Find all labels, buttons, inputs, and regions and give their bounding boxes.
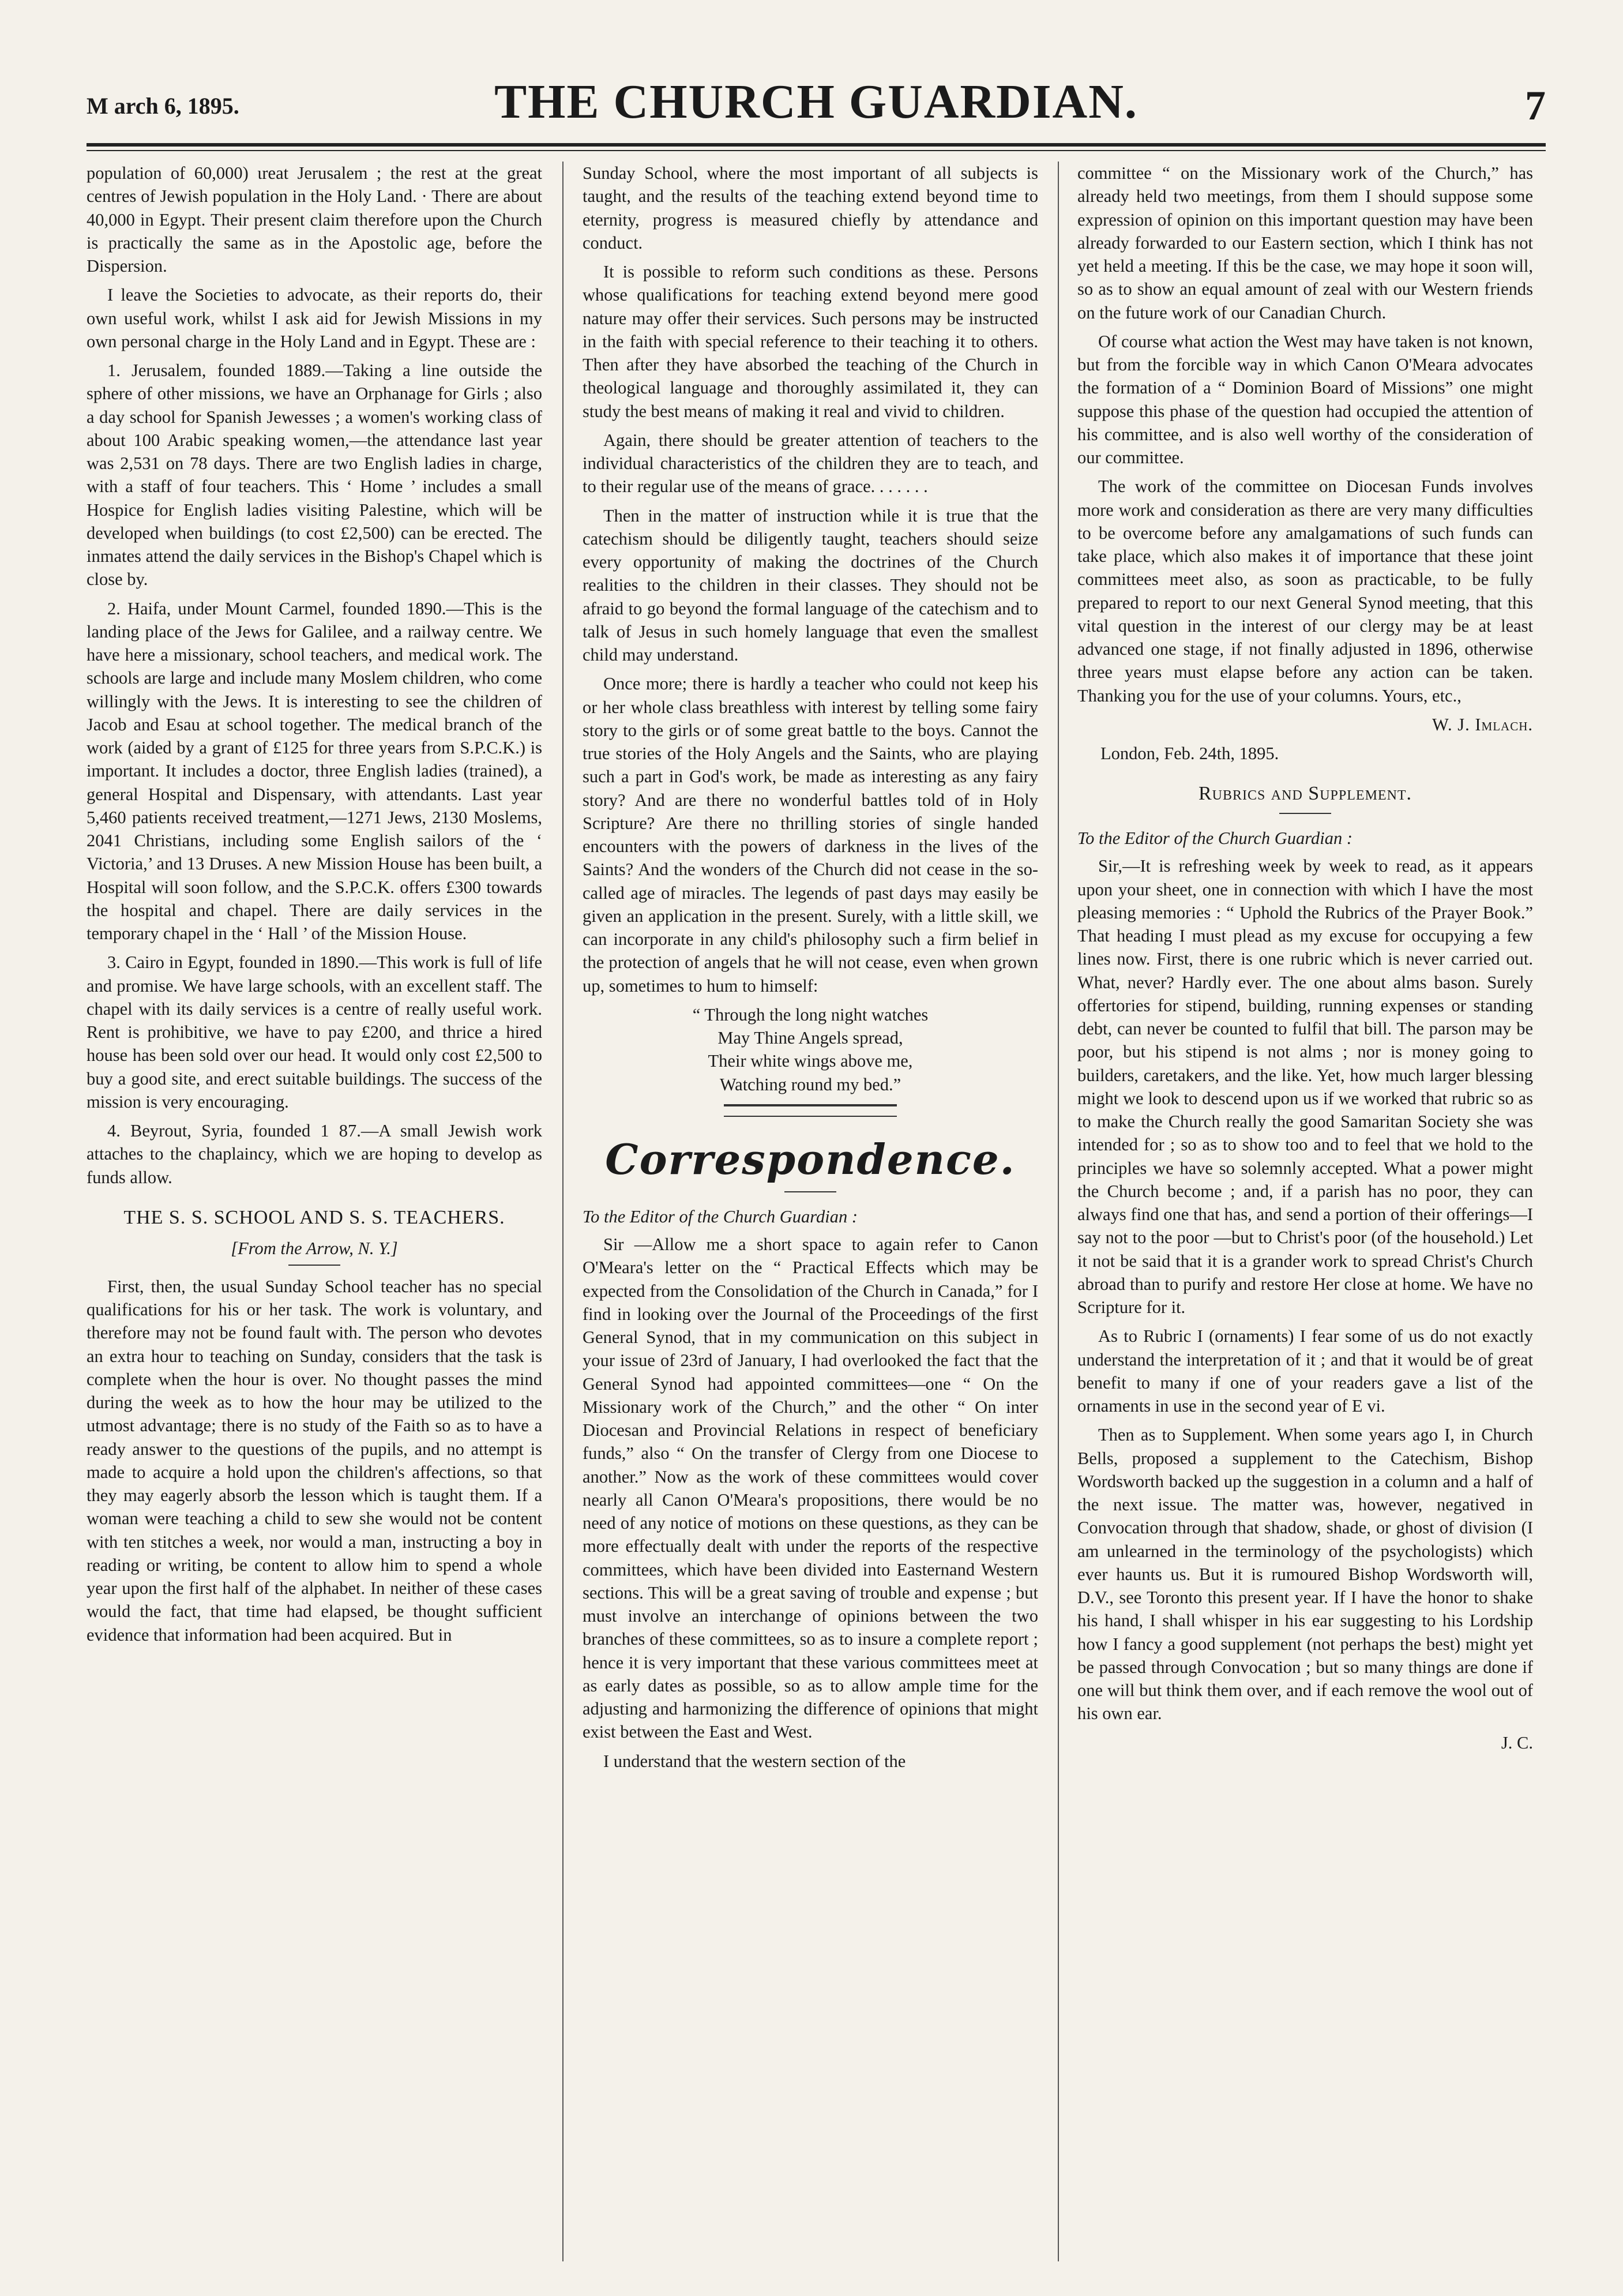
column-divider — [562, 162, 563, 2261]
paragraph: Sunday School, where the most important of all subjects is taught, and the results of the teaching extend beyond time to eternity, progress is measured chiefly by attendance and conduct. — [583, 163, 1038, 253]
paragraph: First, then, the usual Sunday School teacher has no special qualifications for his or her task. The work is voluntary, and therefore may not be found fault with. The person who devotes an extra hour to teaching on Sunday, considers that the task is complete when the hour is over. No thought passes the mind during the week as to how the hour may be utilized to the utmost advantage; there is no study of the Faith so as to have a ready answer to the questions of the pupils, and no attempt is made to acquire a hold upon the children's affections, so that they may eagerly absorb the lesson which is taught them. If a woman were teaching a child to sew she would not be content with ten stitches a week, nor would a man, instructing a boy in reading or writing, be content to allow him to spend a whole year upon the first half of the alphabet. In neither of these cases would the fact, that time had elapsed, be thought sufficient evidence that information had been acquired. But in — [87, 1276, 542, 1645]
section-heading: Correspondence. — [605, 1134, 1016, 1184]
paragraph: The work of the committee on Diocesan Funds involves more work and consideration as there are very many difficulties to be overcome before any amalgamations of such funds can take place, which also makes it of importance that these joint committees meet also, as soon as practicable, to be fully prepared to report to our next General Synod meeting, that this vital question in the interest of our clergy may be at least advanced one stage, if not finally adjusted in 1896, otherwise three years must elapse before any action can be taken. Thanking you for the use of your columns. Yours, etc., — [1077, 477, 1533, 706]
paragraph: Sir —Allow me a short space to again refer to Canon O'Meara's letter on the “ Practical Effects which may be expected from the Consolidation of the Church in Canada,” for I find in looking over the Journal of the Proceedings of the first General Synod, that in my communication on this subject in your issue of 23rd of January, I had overlooked the fact that the General Synod had appointed committees—one “ On the Missionary work of the Church,” and the other “ On inter Diocesan and Provincial Relations in respect of beneficiary funds,” also “ On the transfer of Clergy from one Diocese to another.” Now as the work of these committees would cover nearly all Canon O'Meara's propositions, there would be no need of any notice of motions on these questions, as they can be more effectually dealt with under the reports of the respective committees, which have been divided into Easternand Western sections. This will be a great saving of trouble and expense ; but must involve an interchange of opinions between the two branches of these committees, so as to insure a complete report ; hence it is very important that these various committees meet at as early dates as possible, so as to allow ample time for the adjusting and harmonizing the difference of opinions that might exist between the East and West. — [583, 1235, 1038, 1742]
column-divider — [1058, 162, 1059, 2261]
paragraph: Sir,—It is refreshing week by week to read, as it appears upon your sheet, one in connection with which I have the most pleasing memories : “ Uphold the Rubrics of the Prayer Book.” That heading I must plead as my excuse for occupying a few lines now. First, there is one rubric which is never carried out. What, never? Hardly ever. The one about alms bason. Surely offertories for stipend, building, running expenses or standing debt, can never be counted to fulfil that bill. The parson may be poor, but his stipend is not alms ; nor is money going to builders, caretakers, and the like. Yet, how much larger blessing might we look to descend upon us if we worked that rubric so as to make the Church really the good Samaritan Society she was intended for ; so as to show too and to feel that we hold to the principles we have so solemnly accepted. What a power might the Church become ; and, if a parish has no poor, they can always find one that has, and send a portion of their offerings—I say not to the poor —but to Christ's poor (of the household.) Let it not be said that it is a grander work to spread Christ's Church abroad than to purify and restore Her close at home. We have no Scripture for it. — [1077, 856, 1533, 1318]
column-2 — [583, 162, 1038, 2261]
column-3 — [1077, 162, 1533, 2261]
paragraph: committee “ on the Missionary work of the Church,” has already held two meetings, from them I should suppose some expression of opinion on this important question may have been already forwarded to our Eastern section, which I think has not yet held a meeting. If this be the case, we may hope it soon will, so as to show an equal amount of zeal with our Western friends on the future work of our Canadian Church. — [1077, 163, 1533, 322]
paragraph: Once more; there is hardly a teacher who could not keep his or her whole class breathless with interest by telling some fairy story to the girls or of some great battle to the boys. Cannot the true stories of the Holy Angels and the Saints, who are playing such a part in God's work, be made as interesting as any fairy story? And are there no wonderful battles told of in Holy Scripture? Are there no thrilling stories of single handed encounters with the powers of darkness in the lives of the Saints? And the wonders of the Church did not cease in the so-called age of miracles. The legends of past days may easily be given an application in the present. Surely, with a little skill, we can incorporate in any child's philosophy such a firm belief in the protection of angels that he will not cease, even when grown up, sometimes to hum to himself: — [583, 674, 1038, 996]
signature: J. C. — [1501, 1732, 1533, 1753]
page-number: 7 — [1525, 82, 1546, 129]
salutation: To the Editor of the Church Guardian : — [583, 1206, 858, 1226]
divider — [784, 1191, 836, 1192]
masthead — [87, 68, 1546, 137]
article-source: [From the Arrow, N. Y.] — [231, 1238, 398, 1258]
issue-date: M arch 6, 1895. — [87, 93, 239, 119]
newspaper-title: THE CHURCH GUARDIAN. — [494, 75, 1138, 129]
masthead-rule — [87, 143, 1546, 147]
paragraph: I understand that the western section of the — [603, 1751, 906, 1771]
paragraph: Again, there should be greater attention of teachers to the individual characteristics of the children they are to teach, and to their regular use of the means of grace. . . . . . . — [583, 430, 1038, 497]
paragraph: Then as to Supplement. When some years ago I, in Church Bells, proposed a supplement to the Catechism, Bishop Wordsworth backed up the suggestion in a column and a half of the next issue. The matter was, however, negatived in Convocation through that shadow, shade, or ghost of division (I am unlearned in the terminology of the psychologists) which ever haunts us. But it is rumoured Bishop Wordsworth will, D.V., see Toronto this present year. If I have the honor to shake his hand, I shall whisper in his ear suggesting to his Lordship how I fancy a good supplement (not perhaps the best) might yet be passed through Convocation ; but so many things are done if one will but think them over, and if each remove the wool out of his own ear. — [1077, 1425, 1533, 1724]
signature: W. J. Imlach. — [1432, 714, 1533, 734]
divider — [288, 1265, 340, 1266]
paragraph: It is possible to reform such conditions as these. Persons whose qualifications for teaching extend beyond mere good nature may offer their services. Such persons may be instructed in the faith with special reference to their teaching it to others. Then after they have absorbed the teaching of the Church in theological language and thoroughly assimilated it, they can study the best means of making it real and vivid to children. — [583, 262, 1038, 421]
column-1 — [87, 162, 542, 2261]
article-heading: Rubrics and Supplement. — [1198, 783, 1412, 805]
divider — [1279, 813, 1331, 814]
paragraph: 1. Jerusalem, founded 1889.—Taking a line outside the sphere of other missions, we have an Orphanage for Girls ; also a day school for Spanish Jewesses ; a women's working class of about 100 Arabic speaking women,—the attendance last year was 2,531 on 78 days. There are two English ladies in charge, with a staff of four teachers. This ‘ Home ’ includes a small Hospice for English ladies visiting Palestine, which will be developed when buildings (to cost £2,500) can be erected. The inmates attend the daily services in the Bishop's Chapel which is close by. — [87, 361, 542, 590]
paragraph: As to Rubric I (ornaments) I fear some of us do not exactly understand the interpretation of it ; and that it would be of great benefit to many if one of your readers gave a list of the ornaments in use in the second year of E vi. — [1077, 1326, 1533, 1416]
paragraph: I leave the Societies to advocate, as their reports do, their own useful work, whilst I ask aid for Jewish Missions in my own personal charge in the Holy Land and in Egypt. These are : — [87, 285, 542, 351]
hymn-verse: “ Through the long night watches May Thine Angels spread, Their white wings above me, Watching round my bed.” — [692, 1004, 929, 1094]
paragraph: population of 60,000) ɩreat Jerusalem ; the rest at the great centres of Jewish population in the Holy Land. · There are about 40,000 in Egypt. Their present claim therefore upon the Church is practically the same as in the Apostolic age, before the Dispersion. — [87, 163, 542, 276]
ornamental-rule — [724, 1104, 897, 1117]
paragraph: 3. Cairo in Egypt, founded in 1890.—This work is full of life and promise. We have large schools, with an excellent staff. The chapel with its daily services is a centre of really useful work. Rent is prohibitive, we have to pay £200, and thrice a hired house has been sold over our head. It would only cost £2,500 to buy a good site, and erect suitable buildings. The success of the mission is very encouraging. — [87, 952, 542, 1112]
article-heading: THE S. S. SCHOOL AND S. S. TEACHERS. — [123, 1206, 505, 1228]
salutation: To the Editor of the Church Guardian : — [1077, 828, 1352, 849]
masthead-rule-thin — [87, 150, 1546, 151]
paragraph: Of course what action the West may have taken is not known, but from the forcible way in which Canon O'Meara advocates the formation of a “ Dominion Board of Missions” one might suppose this phase of the question had occupied the attention of his committee, and is also well worthy of the consideration of our committee. — [1077, 331, 1533, 467]
paragraph: 2. Haifa, under Mount Carmel, founded 1890.—This is the landing place of the Jews for Galilee, and a railway centre. We have here a missionary, school teachers, and medical work. The schools are large and include many Moslem children, who come willingly with the Jews. It is interesting to see the children of Jacob and Esau at school together. The medical branch of the work (aided by a grant of £125 for three years from S.P.C.K.) is important. It includes a doctor, three English ladies (trained), a general Hospital and Dispensary, with attendants. Last year 5,460 patients received treatment,—1271 Jews, 2130 Moslems, 2041 Christians, including some English sailors of the ‘ Victoria,’ and 13 Druses. A new Mission House has been built, a Hospital will soon follow, and the S.P.C.K. offers £300 towards the hospital and chapel. There are daily services in the temporary chapel in the ‘ Hall ’ of the Mission House. — [87, 598, 542, 943]
paragraph: 4. Beyrout, Syria, founded 1 87.—A small Jewish work attaches to the chaplaincy, which we are hoping to develop as funds allow. — [87, 1121, 542, 1187]
dateline: London, Feb. 24th, 1895. — [1100, 744, 1279, 763]
paragraph: Then in the matter of instruction while it is true that the catechism should be diligently taught, teachers should seize every opportunity of making the doctrines of the Church realities to the children in their classes. They should not be afraid to go beyond the formal language of the catechism and to talk of Jesus in such homely language that even the smallest child may understand. — [583, 505, 1038, 665]
